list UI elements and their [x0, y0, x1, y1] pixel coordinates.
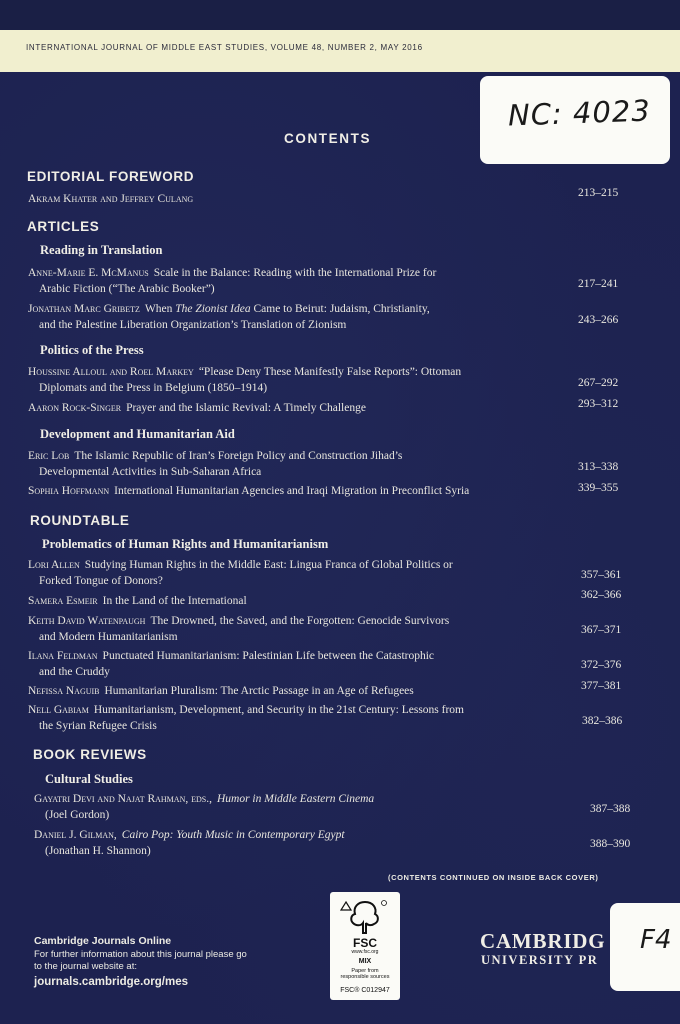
entry-author: Ilana Feldman: [28, 650, 98, 662]
toc-entry: [28, 613, 558, 645]
entry-title: Studying Human Rights in the Middle East: Lingua Franca of Global Politics or: [84, 559, 453, 571]
journals-online-line2: to the journal website at:: [34, 961, 137, 972]
journals-online-block: [34, 935, 247, 988]
entry-pages: 377–381: [581, 680, 622, 692]
corner-sticker-note: F4: [640, 925, 672, 955]
entry-pages: 339–355: [578, 482, 619, 494]
journal-website-link[interactable]: journals.cambridge.org/mes: [34, 976, 189, 988]
section-articles: ARTICLES: [27, 219, 100, 234]
toc-entry: [28, 301, 558, 333]
toc-entry-editorial: [28, 191, 558, 207]
sticker-note: NC: 4023: [507, 93, 652, 133]
entry-pages: 357–361: [581, 569, 622, 581]
entry-author: Jonathan Marc Gribetz: [28, 303, 140, 315]
toc-entry: [28, 448, 558, 480]
contents-heading: CONTENTS: [284, 131, 372, 146]
handwritten-sticker: [480, 76, 670, 164]
entry-author: Nell Gabiam: [28, 704, 89, 716]
entry-title: “Please Deny These Manifestly False Reports”: Ottoman: [198, 366, 462, 378]
toc-entry: [34, 827, 564, 859]
entry-author: Houssine Alloul and Roel Markey: [28, 366, 194, 378]
entry-pages: 313–338: [578, 461, 619, 473]
subsection-cultural-studies: Cultural Studies: [45, 772, 133, 786]
toc-entry: [28, 683, 558, 699]
fsc-paper-text: [330, 968, 400, 980]
entry-title: Prayer and the Islamic Revival: A Timely Challenge: [126, 402, 366, 414]
fsc-code: FSC® C012947: [340, 987, 390, 994]
entry-title-cont: and the Palestine Liberation Organization’s Translation of Zionism: [39, 319, 347, 331]
entry-pages: 293–312: [578, 398, 619, 410]
entry-author: Keith David Watenpaugh: [28, 615, 146, 627]
entry-pages: 382–386: [582, 715, 623, 727]
section-book-reviews: BOOK REVIEWS: [33, 747, 147, 762]
journal-issue-line: INTERNATIONAL JOURNAL OF MIDDLE EAST STUDIES, VOLUME 48, NUMBER 2, MAY 2016: [26, 43, 423, 52]
fsc-paper-line1: Paper from: [351, 968, 379, 974]
entry-pages: 243–266: [578, 314, 619, 326]
entry-title: Scale in the Balance: Reading with the International Prize for: [153, 267, 437, 279]
entry-pages: 388–390: [590, 838, 631, 850]
entry-title-cont: (Jonathan H. Shannon): [45, 845, 151, 857]
entry-title-italic: Cairo Pop: Youth Music in Contemporary Egypt: [121, 829, 345, 841]
entry-title: Humanitarianism, Development, and Security in the 21st Century: Lessons from: [93, 704, 464, 716]
entry-author: Lori Allen: [28, 559, 80, 571]
entry-author: Samera Esmeir: [28, 595, 98, 607]
fsc-mix: MIX: [358, 958, 372, 965]
entry-pages: 367–371: [581, 624, 622, 636]
entry-pages: 387–388: [590, 803, 631, 815]
toc-entry: [28, 702, 558, 734]
publisher-subtitle: UNIVERSITY PR: [481, 953, 599, 967]
entry-author: Sophia Hoffmann: [28, 485, 110, 497]
entry-title-cont: Forked Tongue of Donors?: [39, 575, 163, 587]
subsection-reading-in-translation: Reading in Translation: [40, 243, 163, 257]
fsc-tree-icon: [340, 898, 390, 936]
journals-online-title: Cambridge Journals Online: [34, 935, 172, 947]
entry-title: The Drowned, the Saved, and the Forgotten: Genocide Survivors: [150, 615, 450, 627]
entry-title: Came to Beirut: Judaism, Christianity,: [250, 303, 430, 315]
entry-author: Eric Lob: [28, 450, 70, 462]
entry-title: International Humanitarian Agencies and Iraqi Migration in Preconflict Syria: [114, 485, 470, 497]
entry-title: In the Land of the International: [102, 595, 247, 607]
corner-sticker: [610, 903, 680, 991]
fsc-brand: FSC: [353, 936, 377, 950]
toc-entry: [28, 483, 558, 499]
entry-title-cont: the Syrian Refugee Crisis: [39, 720, 157, 732]
entry-pages: 362–366: [581, 589, 622, 601]
entry-author: Daniel J. Gilman,: [34, 829, 117, 841]
entry-author: Anne-Marie E. McManus: [28, 267, 149, 279]
toc-entry: [28, 400, 558, 416]
entry-title: When: [144, 303, 176, 315]
subsection-development-and-aid: Development and Humanitarian Aid: [40, 427, 235, 441]
entry-title: Humanitarian Pluralism: The Arctic Passage in an Age of Refugees: [104, 685, 414, 697]
entry-pages: 217–241: [578, 278, 619, 290]
entry-author: Akram Khater and Jeffrey Culang: [28, 193, 194, 205]
toc-entry: [28, 648, 558, 680]
entry-title-cont: and Modern Humanitarianism: [39, 631, 178, 643]
entry-pages: 267–292: [578, 377, 619, 389]
entry-title-italic: Humor in Middle Eastern Cinema: [216, 793, 375, 805]
fsc-site: www.fsc.org: [351, 949, 379, 955]
publisher-name: CAMBRIDG: [480, 929, 606, 953]
entry-pages: 213–215: [578, 187, 619, 199]
toc-entry: [28, 265, 558, 297]
entry-title: Punctuated Humanitarianism: Palestinian Life between the Catastrophic: [102, 650, 435, 662]
entry-title-cont: Arabic Fiction (“The Arabic Booker”): [39, 283, 215, 295]
entry-author: Gayatri Devi and Najat Rahman, eds.,: [34, 793, 212, 805]
subsection-politics-of-the-press: Politics of the Press: [40, 343, 144, 357]
entry-title-cont: and the Cruddy: [39, 666, 110, 678]
entry-pages: 372–376: [581, 659, 622, 671]
journal-banner: [0, 30, 680, 72]
toc-entry: [28, 557, 558, 589]
entry-title: The Islamic Republic of Iran’s Foreign Policy and Construction Jihad’s: [74, 450, 403, 462]
subsection-human-rights: Problematics of Human Rights and Humanitarianism: [42, 537, 329, 551]
entry-title-cont: (Joel Gordon): [45, 809, 110, 821]
contents-continued-note: (CONTENTS CONTINUED ON INSIDE BACK COVER): [388, 873, 599, 882]
toc-entry: [34, 791, 564, 823]
section-editorial-foreword: EDITORIAL FOREWORD: [27, 169, 195, 184]
toc-entry: [28, 593, 558, 609]
toc-entry: [28, 364, 558, 396]
entry-title-cont: Developmental Activities in Sub-Saharan Africa: [39, 466, 262, 478]
journals-online-line1: For further information about this journal please go: [34, 949, 247, 960]
entry-author: Aaron Rock-Singer: [28, 402, 122, 414]
fsc-paper-line2: responsible sources: [340, 974, 390, 980]
section-roundtable: ROUNDTABLE: [30, 513, 130, 528]
top-edge: [0, 0, 680, 30]
entry-title-cont: Diplomats and the Press in Belgium (1850–1914): [39, 382, 268, 394]
entry-author: Nefissa Naguib: [28, 685, 100, 697]
entry-title-italic: The Zionist Idea: [175, 303, 251, 315]
fsc-label: [330, 892, 400, 1000]
